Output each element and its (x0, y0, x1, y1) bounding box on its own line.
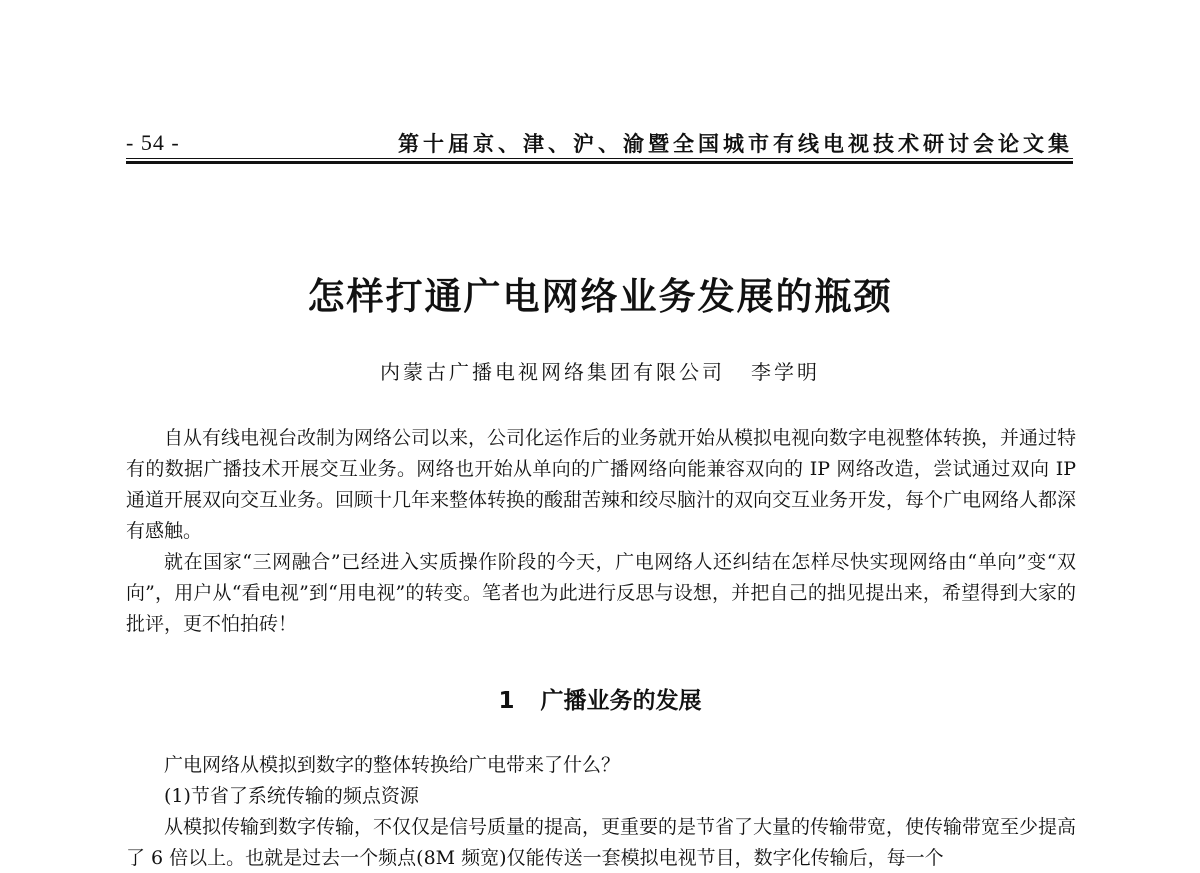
section-paragraph-2: 从模拟传输到数字传输，不仅仅是信号质量的提高，更重要的是节省了大量的传输带宽，使传输带宽至少提高了 6 倍以上。也就是过去一个频点(8M 频宽)仅能传送一套模拟电视节目，数字化传输后，每一个 (126, 816, 1077, 869)
intro-paragraph-1: 自从有线电视台改制为网络公司以来，公司化运作后的业务就开始从模拟电视向数字电视整体转换，并通过特有的数据广播技术开展交互业务。网络也开始从单向的广播网络向能兼容双向的 IP 网络改造，尝试通过双向 IP 通道开展双向交互业务。回顾十几年来整体转换的酸甜苦辣和绞尽脑汁的双向交互业务开发，每个广电网络人都深有感触。 (126, 427, 1077, 542)
section-1-body (126, 750, 1076, 873)
intro-section (126, 423, 1076, 640)
intro-paragraph-2: 就在国家“三网融合”已经进入实质操作阶段的今天，广电网络人还纠结在怎样尽快实现网络由“单向”变“双向”，用户从“看电视”到“用电视”的转变。笔者也为此进行反思与设想，并把自己的拙见提出来，希望得到大家的批评，更不怕拍砖！ (126, 551, 1076, 635)
author-name: 李学明 (751, 360, 820, 384)
section-number: 1 (498, 688, 515, 714)
paper-title: 怎样打通广电网络业务发展的瓶颈 (307, 275, 893, 318)
section-paragraph-1: 广电网络从模拟到数字的整体转换给广电带来了什么？ (164, 754, 621, 776)
affiliation: 内蒙古广播电视网络集团有限公司 (380, 360, 725, 384)
byline (0, 356, 1200, 385)
header-rule (126, 158, 1073, 159)
section-heading (0, 682, 1200, 715)
subheading-1: (1)节省了系统传输的频点资源 (164, 785, 419, 807)
journal-title: 第十届京、津、沪、渝暨全国城市有线电视技术研讨会论文集 (398, 131, 1073, 156)
page-number: - 54 - (126, 130, 180, 155)
header-rule-thick (126, 161, 1073, 164)
section-title: 广播业务的发展 (540, 688, 702, 714)
